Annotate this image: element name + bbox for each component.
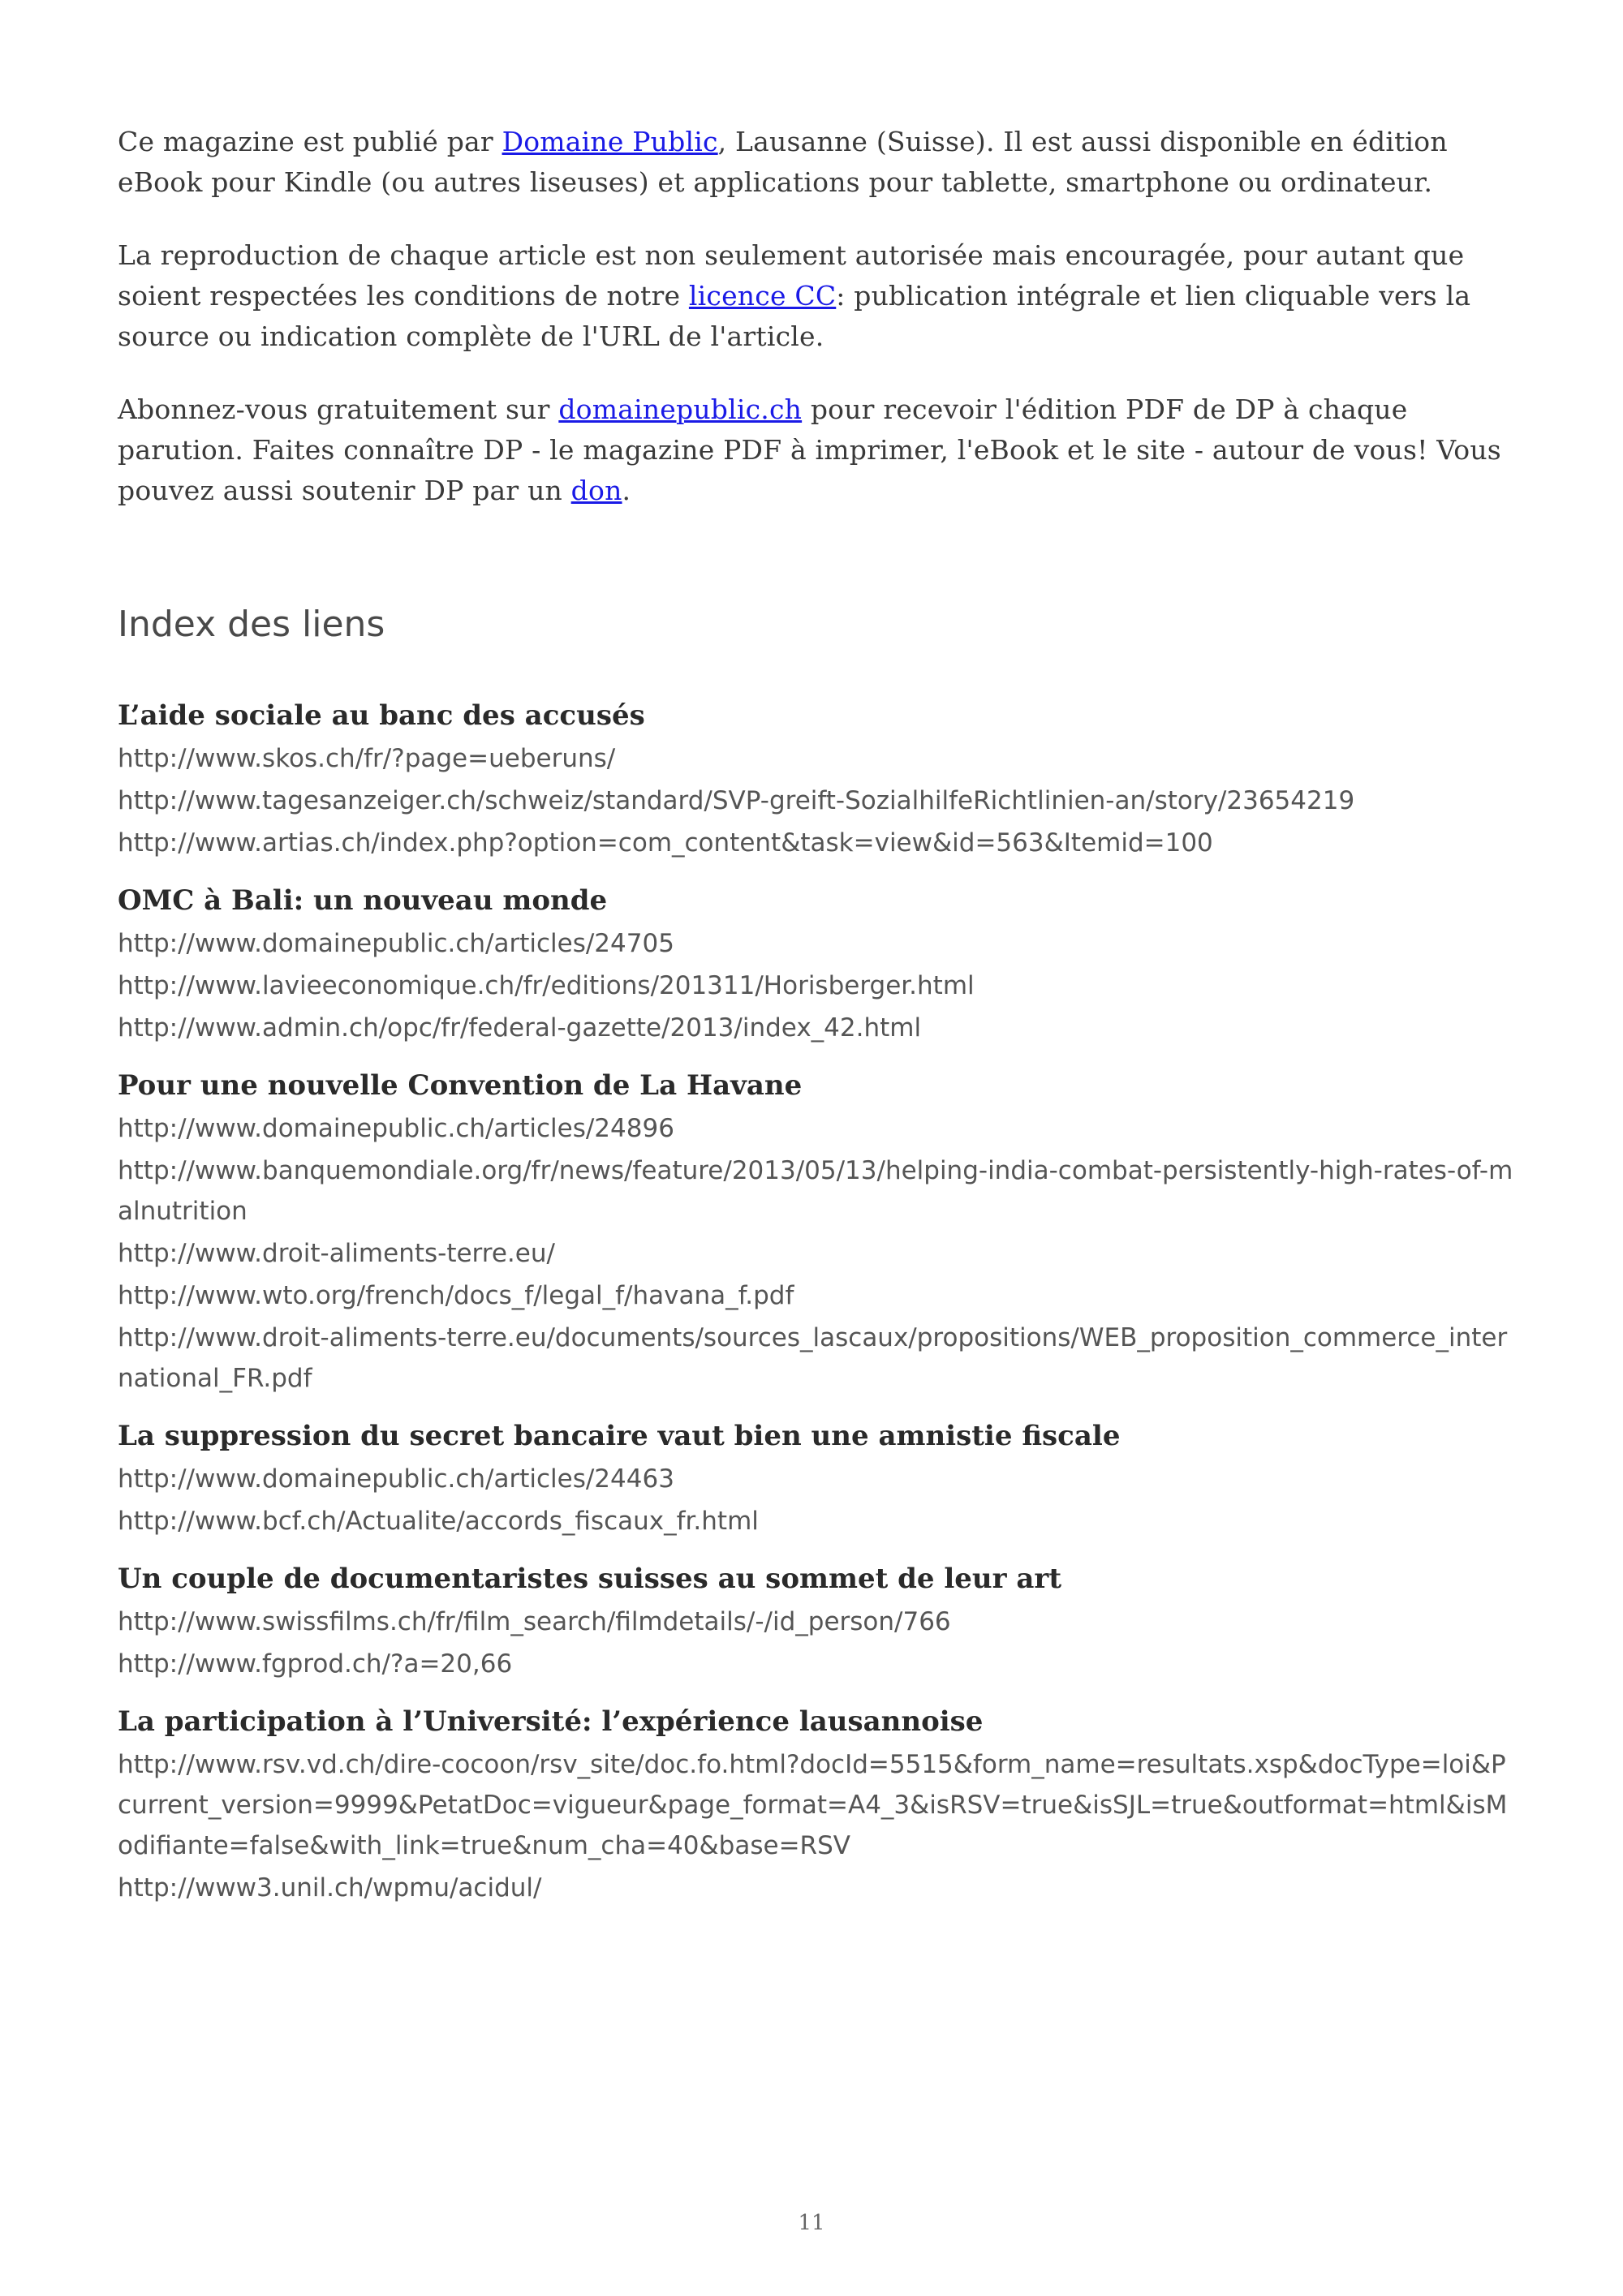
url-link[interactable]: http://www.wto.org/french/docs_f/legal_f/havana_f.pdf [118,1281,794,1310]
article-link-group [118,1558,1513,1684]
article-title: L’aide sociale au banc des accusés [118,699,645,732]
text: Abonnez-vous gratuitement sur [118,393,559,425]
page-number: 11 [798,2211,825,2235]
page-content [118,122,1513,1924]
licence-cc-link[interactable]: licence CC [688,280,837,312]
text: , Lausanne (Suisse). Il est aussi disponible en édition eBook pour Kindle (ou autres liseuses) et applications pour tablette, smartphone ou ordinateur. [118,126,1448,198]
text: pour recevoir l'édition PDF de DP à chaque parution. Faites connaître DP - le magazine PDF à imprimer, l'eBook et le site - autour de vous! Vous pouvez aussi soutenir DP par un [118,393,1501,506]
url-link[interactable]: http://www.droit-aliments-terre.eu/documents/sources_lascaux/propositions/WEB_proposition_commerce_international_FR.pdf [118,1323,1508,1393]
article-title: La suppression du secret bancaire vaut bien une amnistie fiscale [118,1420,1121,1452]
url-link[interactable]: http://www.bcf.ch/Actualite/accords_fiscaux_fr.html [118,1507,759,1536]
don-link[interactable]: don [570,475,622,506]
intro-paragraph-subscribe [118,389,1513,511]
domaine-public-link[interactable]: Domaine Public [502,126,718,157]
text: : publication intégrale et lien cliquable vers la source ou indication complète de l'URL de l'article. [118,280,1471,352]
url-link[interactable]: http://www.swissfilms.ch/fr/film_search/filmdetails/-/id_person/766 [118,1607,951,1636]
domainepublic-link[interactable]: domainepublic.ch [558,393,803,425]
text: . [622,475,631,506]
url-link[interactable]: http://www3.unil.ch/wpmu/acidul/ [118,1873,542,1903]
url-link[interactable]: http://www.banquemondiale.org/fr/news/feature/2013/05/13/helping-india-combat-persistently-high-rates-of-malnutrition [118,1156,1513,1226]
url-link[interactable]: http://www.domainepublic.ch/articles/24705 [118,929,674,958]
text: La reproduction de chaque article est non seulement autorisée mais encouragée, pour autant que soient respectées les conditions de notre [118,239,1465,312]
url-link[interactable]: http://www.artias.ch/index.php?option=com_content&task=view&id=563&Itemid=100 [118,828,1213,858]
article-link-group [118,1064,1513,1399]
article-title: Un couple de documentaristes suisses au sommet de leur art [118,1563,1062,1595]
intro-paragraph-license [118,235,1513,357]
text: Ce magazine est publié par [118,126,502,157]
article-title: Pour une nouvelle Convention de La Havane [118,1069,803,1102]
url-link[interactable]: http://www.rsv.vd.ch/dire-cocoon/rsv_site/doc.fo.html?docId=5515&form_name=resultats.xsp&docType=loi&Pcurrent_version=9999&PetatDoc=vigueur&page_format=A4_3&isRSV=true&isSJL=true&outformat=html&isModifiante=false&with_link=true&num_cha=40&base=RSV [118,1750,1508,1860]
url-link[interactable]: http://www.droit-aliments-terre.eu/ [118,1239,555,1268]
article-link-group [118,879,1513,1048]
link-index [118,694,1513,1908]
index-heading: Index des liens [118,604,385,645]
url-link[interactable]: http://www.fgprod.ch/?a=20,66 [118,1649,513,1679]
article-title: OMC à Bali: un nouveau monde [118,884,608,917]
article-title: La participation à l’Université: l’expérience lausannoise [118,1705,984,1738]
intro-paragraph-publisher [118,122,1513,203]
url-link[interactable]: http://www.domainepublic.ch/articles/24896 [118,1114,674,1143]
url-link[interactable]: http://www.admin.ch/opc/fr/federal-gazette/2013/index_42.html [118,1013,922,1043]
url-link[interactable]: http://www.tagesanzeiger.ch/schweiz/standard/SVP-greift-SozialhilfeRichtlinien-an/story/23654219 [118,786,1355,815]
article-link-group [118,1701,1513,1908]
url-link[interactable]: http://www.domainepublic.ch/articles/24463 [118,1464,674,1494]
article-link-group [118,694,1513,863]
url-link[interactable]: http://www.skos.ch/fr/?page=ueberuns/ [118,744,616,773]
article-link-group [118,1415,1513,1541]
url-link[interactable]: http://www.lavieeconomique.ch/fr/editions/201311/Horisberger.html [118,971,975,1000]
